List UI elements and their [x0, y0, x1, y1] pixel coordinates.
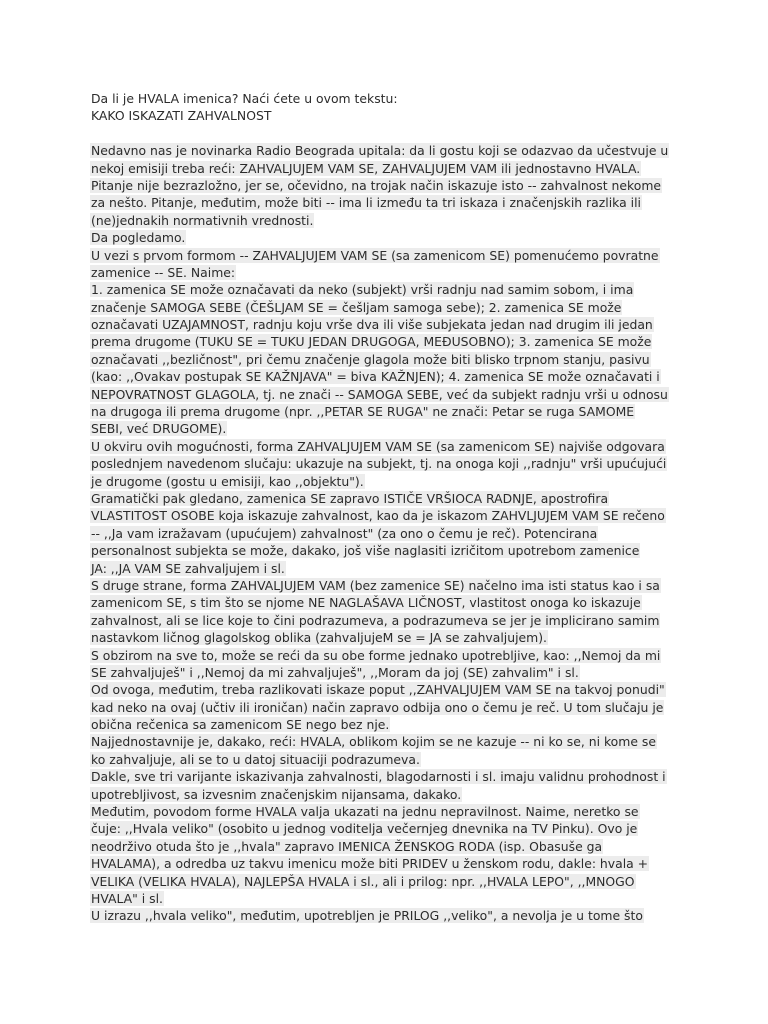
text-line: označavati ,,bezličnost", pri čemu značenje glagola može biti blisko trpnom stanju, pasivu — [91, 351, 650, 367]
text-line: zahvalnost, ali se lice koje to čini podrazumeva, a podrazumeva se jer je implicirano samim — [91, 612, 660, 628]
paragraph-gap — [90, 125, 690, 142]
text-line: JA: ,,JA VAM SE zahvaljujem i sl. — [91, 560, 285, 576]
text-line: za nešto. Pitanje, međutim, može biti -- ima li između ta tri iskaza i značenjskih razlika ili — [91, 195, 641, 211]
text-line: Nedavno nas je novinarka Radio Beograda upitala: da li gostu koji se odazvao da učestvuje u — [91, 143, 669, 159]
text-line: VELIKA (VELIKA HVALA), NAJLEPŠA HVALA i sl., ali i prilog: npr. ,,HVALA LEPO", ,,MNOGO — [91, 873, 635, 889]
text-line: na drugoga ili prema drugome (npr. ,,PETAR SE RUGA" ne znači: Petar se ruga SAMOME — [91, 404, 635, 420]
text-line: SEBI, već DRUGOME). — [91, 421, 227, 437]
text-line: VLASTITOST OSOBE koja iskazuje zahvalnost, kao da je iskazom ZAHVLJUJEM VAM SE rečeno — [91, 508, 665, 524]
text-line: 1. zamenica SE može označavati da neko (subjekt) vrši radnju nad samim sobom, i ima — [91, 282, 634, 298]
text-line: S druge strane, forma ZAHVALJUJEM VAM (bez zamenice SE) načelno ima isti status kao i sa — [91, 577, 660, 593]
text-line: označavati UZAJAMNOST, radnju koju vrše dva ili više subjekata jedan nad drugim ili jedan — [91, 317, 653, 333]
text-line: U okviru ovih mogućnosti, forma ZAHVALJUJEM VAM SE (sa zamenicom SE) najviše odgovara — [91, 438, 665, 454]
text-line: obična rečenica sa zamenicom SE nego bez nje. — [91, 717, 390, 733]
text-line: prema drugome (TUKU SE = TUKU JEDAN DRUGOGA, MEĐUSOBNO); 3. zamenica SE može — [91, 334, 652, 350]
text-line: Dakle, sve tri varijante iskazivanja zahvalnosti, blagodarnosti i sl. imaju validnu prohodnost i — [91, 769, 666, 785]
text-line: Gramatički pak gledano, zamenica SE zapravo ISTIČE VRŠIOCA RADNJE, apostrofira — [91, 490, 609, 506]
text-line: personalnost subjekta se može, dakako, još više naglasiti izričitom upotrebom zamenice — [91, 543, 640, 559]
text-line: (ne)jednakih normativnih vrednosti. — [91, 212, 314, 228]
text-line: nekoj emisiji treba reći: ZAHVALJUJEM VAM SE, ZAHVALJUJEM VAM ili jednostavno HVALA. — [91, 160, 641, 176]
text-line: značenje SAMOGA SEBE (ČEŠLJAM SE = češljam samoga sebe); 2. zamenica SE može — [91, 299, 622, 315]
text-line: Međutim, povodom forme HVALA valja ukazati na jednu nepravilnost. Naime, neretko se — [91, 804, 639, 820]
text-line: ko zahvaljuje, ali se to u datoj situaciji podrazumeva. — [91, 751, 420, 767]
document-text — [90, 90, 690, 925]
text-line: Da pogledamo. — [91, 230, 186, 246]
heading-line: Da li je HVALA imenica? Naći ćete u ovom tekstu: — [91, 91, 398, 106]
text-line: U vezi s prvom formom -- ZAHVALJUJEM VAM SE (sa zamenicom SE) pomenućemo povratne — [91, 247, 659, 263]
text-line: S obzirom na sve to, može se reći da su obe forme jednako upotrebljive, kao: ,,Nemoj da mi — [91, 647, 661, 663]
heading-line: KAKO ISKAZATI ZAHVALNOST — [91, 108, 272, 124]
text-line: Pitanje nije bezrazložno, jer se, očevidno, na trojak način iskazuje isto -- zahvalnost nekome — [91, 177, 662, 193]
text-line: Najjednostavnije je, dakako, reći: HVALA, oblikom kojim se ne kazuje -- ni ko se, ni kome se — [91, 734, 656, 750]
text-line: nastavkom ličnog glagolskog oblika (zahvaljujeM se = JA se zahvaljujem). — [91, 630, 547, 646]
text-line: -- ,,Ja vam izražavam (upućujem) zahvalnost" (za ono o čemu je reč). Potencirana — [91, 525, 598, 541]
text-line: (kao: ,,Ovakav postupak SE KAŽNJAVA" = biva KAŽNJEN); 4. zamenica SE može označavati i — [91, 369, 660, 385]
text-line: poslednjem navedenom slučaju: ukazuje na subjekt, tj. na onoga koji ,,radnju" vrši upućujući — [91, 456, 667, 472]
text-line: kad neko na ovaj (učtiv ili ironičan) način zapravo odbija ono o čemu je reč. U tom slučaju je — [91, 699, 664, 715]
text-line: HVALA" i sl. — [91, 890, 163, 906]
text-line: U izrazu ,,hvala veliko", međutim, upotrebljen je PRILOG ,,veliko", a nevolja je u tome što — [91, 908, 643, 924]
text-line: HVALAMA), a odredba uz takvu imenicu može biti PRIDEV u ženskom rodu, dakle: hvala + — [91, 856, 649, 872]
text-line: Od ovoga, međutim, treba razlikovati iskaze poput ,,ZAHVALJUJEM VAM SE na takvoj ponudi" — [91, 682, 665, 698]
text-line: zamenice -- SE. Naime: — [91, 264, 236, 280]
text-line: zamenicom SE, s tim što se njome NE NAGLAŠAVA LIČNOST, vlastitost onoga ko iskazuje — [91, 595, 641, 611]
text-line: je drugome (gostu u emisiji, kao ,,objektu"). — [91, 473, 364, 489]
body-text — [90, 142, 690, 925]
text-line: neodrživo otuda što je ,,hvala" zapravo IMENICA ŽENSKOG RODA (isp. Obasuše ga — [91, 838, 603, 854]
text-line: čuje: ,,Hvala veliko" (osobito u jednog voditelja večernjeg dnevnika na TV Pinku). Ovo je — [91, 821, 638, 837]
text-line: SE zahvaljuješ" i ,,Nemoj da mi zahvaljuješ", ,,Moram da joj (SE) zahvalim" i sl. — [91, 664, 579, 680]
text-line: NEPOVRATNOST GLAGOLA, tj. ne znači -- SAMOGA SEBE, već da subjekt radnju vrši u odnosu — [91, 386, 668, 402]
text-line: upotrebljivost, sa izvesnim značenjskim nijansama, dakako. — [91, 786, 462, 802]
